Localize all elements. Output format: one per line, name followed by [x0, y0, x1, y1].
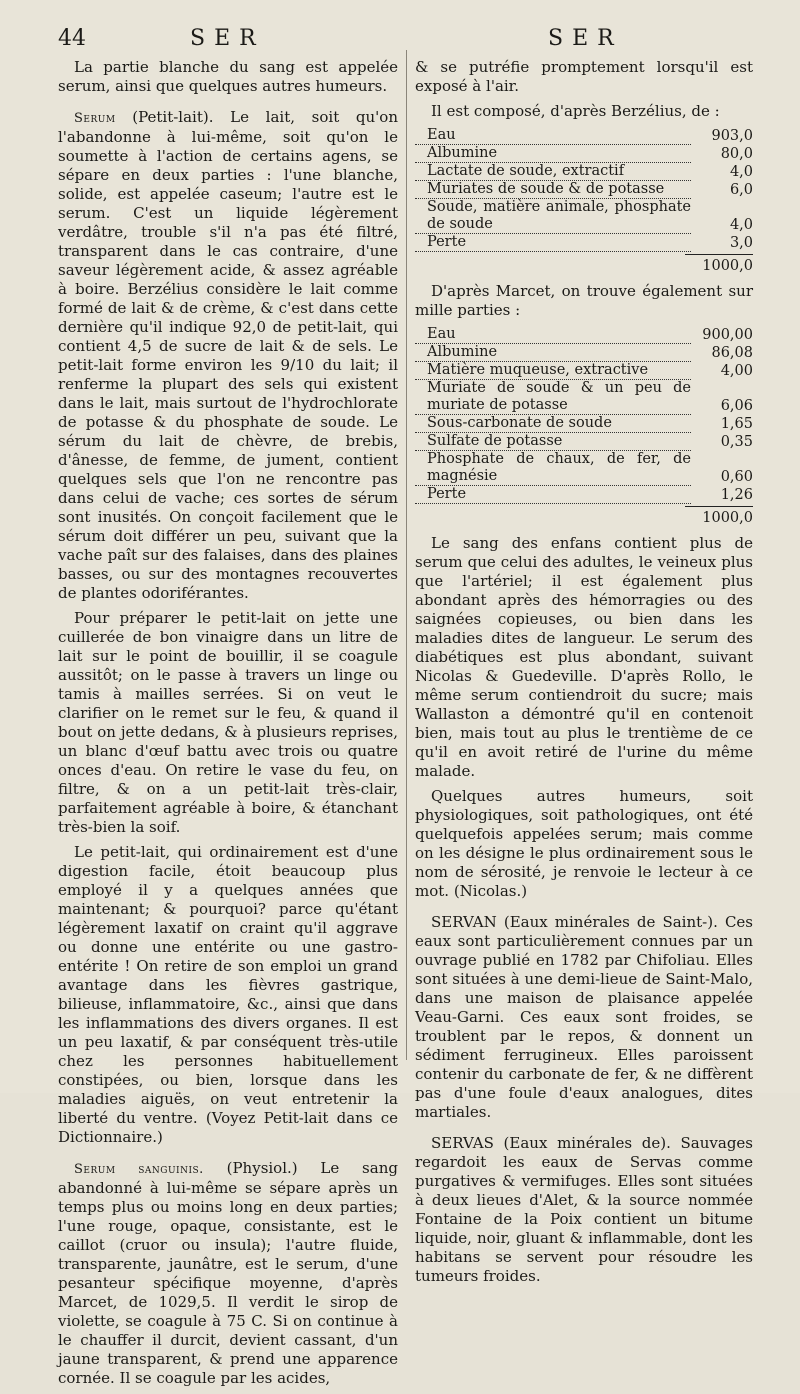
table-row: Sulfate de potasse 0,35 [415, 433, 753, 451]
right-column [415, 58, 753, 1292]
paragraph-preparation: Pour préparer le petit-lait on jette une cuillerée de bon vinaigre dans un litre de lait sur le point de bouillir, il se coagule aussitôt; on le passe à travers un linge ou tamis à mailles serrées. Si on veut le clarifier on le remet sur le feu, & quand il bout on jette dedans, & à plusieurs reprises, un blanc d'œuf battu avec trois ou quatre onces d'eau. On retire le vase du feu, on filtre, & on a un petit-lait très-clair, parfaitement agréable à boire, & étanchant très-bien la soif. [58, 609, 398, 836]
berzelius-intro: Il est composé, d'après Berzélius, de : [431, 102, 720, 120]
paragraph-serum-blanc: La partie blanche du sang est appelée serum, ainsi que quelques autres humeurs. [58, 58, 398, 95]
entry-serum-petit-lait [58, 108, 398, 603]
entry-text: (Petit-lait). Le lait, soit qu'on l'abandonne à lui-même, soit qu'on le soumette à l'action de certains agens, se sépare en deux parties : l'une blanche, solide, est appelée caseum; l'autre est le serum. C'est un liquide légèrement verdâtre, trouble s'il n'a pas été filtré, transparent dans le cas contraire, d'une saveur légèrement acide, & assez agréable à boire. Berzélius considère le lait comme formé de lait & de crème, & c'est dans cette dernière qu'il indique 92,0 de petit-lait, qui contient 4,5 de sucre de lait & de sels. Le petit-lait forme environ les 9/10 du lait; il renferme la plupart des sels qui existent dans le lait, mais surtout de l'hydrochlorate de potasse & du phosphate de soude. Le sérum du lait de chèvre, de brebis, d'ânesse, de femme, de jument, contient quelques sels que l'on ne rencontre pas dans celui de vache; ces sortes de sérum sont inusités. On conçoit facilement que le sérum doit différer un peu, suivant que la vache paît sur des falaises, dans des plaines basses, ou sur des montagnes recouvertes de plantes odoriférantes. [58, 108, 398, 602]
marcet-table [415, 326, 753, 504]
paragraph-humeurs: Quelques autres humeurs, soit physiologiques, soit pathologiques, ont été quelquefois appelées serum; mais comme on les désigne le plus ordinairement sous le nom de sérosité, je renvoie le lecteur à ce mot. (Nicolas.) [415, 787, 753, 900]
berzelius-total: 1000,0 [685, 254, 753, 276]
entry-serum-sanguinis [58, 1159, 398, 1388]
table-row: Sous-carbonate de soude 1,65 [415, 415, 753, 433]
table-row: Albumine 86,08 [415, 344, 753, 362]
paragraph-enfans: Le sang des enfans contient plus de serum que celui des adultes, le veineux plus que l'artériel; il est également plus abondant après des hémorragies ou des saignées copieuses, ou bien dans les maladies dites de langueur. Le serum des diabétiques est plus abondant, suivant Nicolas & Guedeville. D'après Rollo, le même serum contiendroit du sucre; mais Wallaston a démontré qu'il en contenoit bien, mais tout au plus le trentième de ce qu'il en avoit retiré de l'urine du même malade. [415, 534, 753, 780]
paragraph-usage: Le petit-lait, qui ordinairement est d'une digestion facile, étoit beaucoup plus employé il y a quelques années que maintenant; & pourquoi? parce qu'étant légèrement laxatif on craint qu'il aggrave ou donne une entérite ou une gastro-entérite ! On retire de son emploi un grand avantage dans les fièvres gastrique, bilieuse, inflammatoire, &c., ainsi que dans les inflammations des divers organes. Il est un peu laxatif, & par conséquent très-utile chez les personnes habituellement constipées, ou bien, lorsque dans les maladies aiguës, on veut entretenir la liberté du ventre. (Voyez Petit-lait dans ce Dictionnaire.) [58, 843, 398, 1146]
table-row: Matière muqueuse, extractive 4,00 [415, 362, 753, 380]
column-divider [406, 50, 407, 1060]
table-row: Lactate de soude, extractif 4,0 [415, 163, 753, 181]
table-row: Albumine 80,0 [415, 145, 753, 163]
entry-servas: SERVAS (Eaux minérales de). Sauvages regardoit les eaux de Servas comme purgatives & vermifuges. Elles sont situées à deux lieues d'Alet, & la source nommée Fontaine de la Poix contient un bitume liquide, noir, gluant & inflammable, dont les habitans se servent pour résoudre les tumeurs froides. [415, 1134, 753, 1285]
table-row: Muriate de soude & un peu de muriate de potasse 6,06 [415, 380, 753, 415]
running-head-left: SER [190, 26, 265, 51]
table-row: Phosphate de chaux, de fer, de magnésie 0,60 [415, 451, 753, 486]
table-row: Perte 3,0 [415, 234, 753, 252]
left-column [58, 58, 398, 1394]
entry-heading: Serum sanguinis. [74, 1162, 204, 1177]
table-row: Eau 900,00 [415, 326, 753, 344]
table-row: Soude, matière animale, phosphate de soude 4,0 [415, 199, 753, 234]
table-row: Eau 903,0 [415, 127, 753, 145]
marcet-total: 1000,0 [685, 506, 753, 528]
marcet-intro: D'après Marcet, on trouve également sur mille parties : [415, 282, 753, 319]
entry-heading: Serum [74, 111, 116, 126]
berzelius-table [415, 127, 753, 252]
table-row: Muriates de soude & de potasse 6,0 [415, 181, 753, 199]
table-row: Perte 1,26 [415, 486, 753, 504]
entry-text: (Physiol.) Le sang abandonné à lui-même se sépare après un temps plus ou moins long en deux parties; l'une rouge, opaque, consistante, est le caillot (cruor ou insula); l'autre fluide, transparente, jaunâtre, est le serum, d'une pesanteur spécifique moyenne, d'après Marcet, de 1029,5. Il verdit le sirop de violette, se coagule à 75 C. Si on continue à le chauffer il durcit, devient cassant, d'un jaune transparent, & prend une apparence cornée. Il se coagule par les acides, [58, 1159, 398, 1387]
entry-servan: SERVAN (Eaux minérales de Saint-). Ces eaux sont particulièrement connues par un ouvrage publié en 1782 par Chifoliau. Elles sont situées à une demi-lieue de Saint-Malo, dans une maison de plaisance appelée Veau-Garni. Ces eaux sont froides, se troublent par le repos, & donnent un sédiment ferrugineux. Elles paroissent contenir du carbonate de fer, & ne diffèrent pas d'une foule d'eaux analogues, dites martiales. [415, 913, 753, 1121]
running-head-right: SER [548, 26, 623, 51]
page-number: 44 [58, 26, 86, 51]
paragraph-continuation: & se putréfie promptement lorsqu'il est exposé à l'air. [415, 58, 753, 95]
